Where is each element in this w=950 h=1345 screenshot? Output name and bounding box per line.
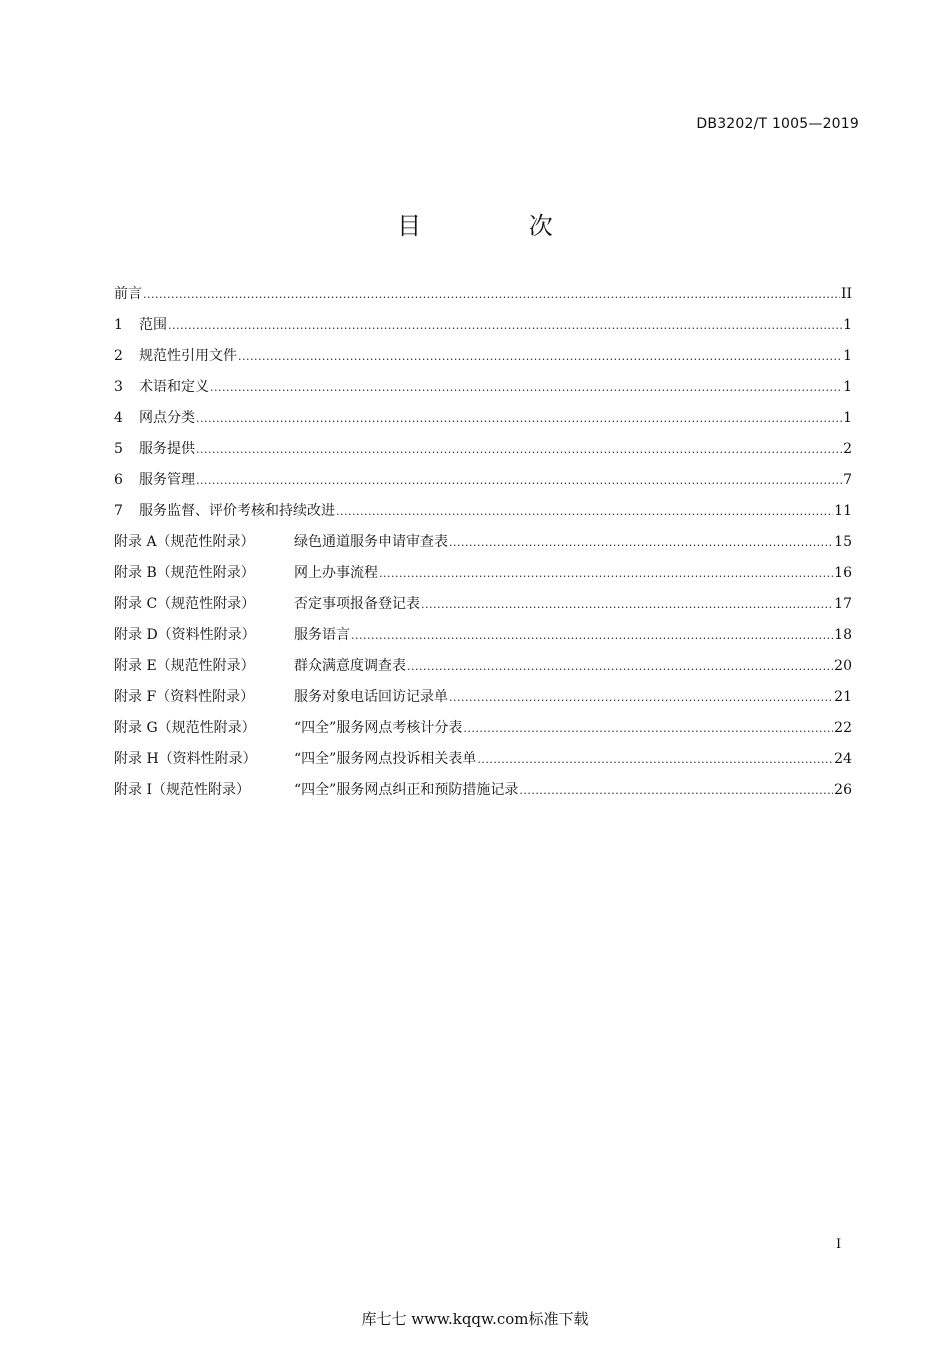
toc-entry-7[interactable] xyxy=(114,500,852,531)
toc-entry-title: 网点分类 xyxy=(139,410,195,426)
toc-entry-appendix-c[interactable] xyxy=(114,593,852,624)
toc-leader-dots xyxy=(379,567,833,580)
toc-entry-title: 群众满意度调查表 xyxy=(294,658,406,674)
toc-leader-dots xyxy=(168,319,842,332)
toc-entry-page: 1 xyxy=(843,379,852,395)
toc-entry-number: 4 xyxy=(114,410,123,426)
toc-entry-appendix-e[interactable] xyxy=(114,655,852,686)
toc-entry-title: 服务对象电话回访记录单 xyxy=(294,689,448,705)
toc-appendix-label: 附录 D（资料性附录） xyxy=(114,627,256,643)
toc-entry-page: 22 xyxy=(834,720,852,736)
toc-leader-dots xyxy=(210,381,842,394)
table-of-contents xyxy=(114,283,852,810)
toc-leader-dots xyxy=(463,722,833,735)
toc-leader-dots xyxy=(421,598,833,611)
toc-leader-dots xyxy=(143,288,840,301)
toc-entry-page: 17 xyxy=(834,596,852,612)
toc-entry-page: 20 xyxy=(834,658,852,674)
toc-entry-page: 11 xyxy=(834,503,852,519)
toc-entry-title: “四全”服务网点纠正和预防措施记录 xyxy=(294,782,519,798)
toc-entry-page: 26 xyxy=(834,782,852,798)
toc-entry-number: 1 xyxy=(114,317,123,333)
toc-leader-dots xyxy=(449,691,833,704)
toc-entry-appendix-b[interactable] xyxy=(114,562,852,593)
toc-entry-2[interactable] xyxy=(114,345,852,376)
page-title: 目 次 xyxy=(397,212,603,240)
toc-entry-appendix-i[interactable] xyxy=(114,779,852,810)
document-code: DB3202/T 1005—2019 xyxy=(696,116,859,132)
toc-entry-3[interactable] xyxy=(114,376,852,407)
toc-entry-title: 规范性引用文件 xyxy=(139,348,237,364)
toc-leader-dots xyxy=(336,505,833,518)
toc-appendix-label: 附录 F（资料性附录） xyxy=(114,689,255,705)
toc-entry-page: 24 xyxy=(834,751,852,767)
toc-entry-appendix-h[interactable] xyxy=(114,748,852,779)
toc-entry-number: 7 xyxy=(114,503,123,519)
toc-appendix-label: 附录 A（规范性附录） xyxy=(114,534,255,550)
toc-entry-appendix-f[interactable] xyxy=(114,686,852,717)
toc-leader-dots xyxy=(196,474,842,487)
toc-entry-appendix-g[interactable] xyxy=(114,717,852,748)
toc-entry-appendix-d[interactable] xyxy=(114,624,852,655)
toc-entry-page: 1 xyxy=(843,317,852,333)
toc-entry-title: 服务管理 xyxy=(139,472,195,488)
toc-entry-page: 16 xyxy=(834,565,852,581)
toc-entry-title: “四全”服务网点投诉相关表单 xyxy=(294,751,477,767)
toc-entry-page: 2 xyxy=(843,441,852,457)
toc-leader-dots xyxy=(519,784,833,797)
toc-entry-1[interactable] xyxy=(114,314,852,345)
toc-entry-title: 服务提供 xyxy=(139,441,195,457)
toc-leader-dots xyxy=(196,443,842,456)
toc-entry-title: 前言 xyxy=(114,286,142,302)
toc-entry-page: 1 xyxy=(843,410,852,426)
toc-leader-dots xyxy=(449,536,833,549)
toc-leader-dots xyxy=(477,753,833,766)
toc-appendix-label: 附录 H（资料性附录） xyxy=(114,751,257,767)
footer-watermark-text: 库七七 www.kqqw.com标准下载 xyxy=(361,1310,589,1328)
toc-leader-dots xyxy=(407,660,833,673)
toc-appendix-label: 附录 G（规范性附录） xyxy=(114,720,256,736)
toc-entry-page: 1 xyxy=(843,348,852,364)
toc-entry-title: 服务语言 xyxy=(294,627,350,643)
toc-entry-title: 否定事项报备登记表 xyxy=(294,596,420,612)
toc-entry-page: 18 xyxy=(834,627,852,643)
toc-entry-foreword[interactable] xyxy=(114,283,852,314)
toc-appendix-label: 附录 E（规范性附录） xyxy=(114,658,255,674)
toc-appendix-label: 附录 I（规范性附录） xyxy=(114,782,250,798)
toc-entry-appendix-a[interactable] xyxy=(114,531,852,562)
toc-entry-page: 21 xyxy=(834,689,852,705)
toc-leader-dots xyxy=(351,629,833,642)
toc-entry-4[interactable] xyxy=(114,407,852,438)
toc-leader-dots xyxy=(238,350,842,363)
toc-entry-number: 6 xyxy=(114,472,123,488)
toc-entry-title: 绿色通道服务申请审查表 xyxy=(294,534,448,550)
page-number: I xyxy=(836,1237,842,1252)
toc-entry-title: 范围 xyxy=(139,317,167,333)
toc-entry-number: 3 xyxy=(114,379,123,395)
toc-entry-5[interactable] xyxy=(114,438,852,469)
toc-entry-page: II xyxy=(840,286,852,302)
toc-entry-title: “四全”服务网点考核计分表 xyxy=(294,720,463,736)
toc-entry-number: 5 xyxy=(114,441,123,457)
toc-entry-page: 15 xyxy=(834,534,852,550)
toc-entry-title: 网上办事流程 xyxy=(294,565,378,581)
toc-appendix-label: 附录 B（规范性附录） xyxy=(114,565,255,581)
toc-entry-page: 7 xyxy=(843,472,852,488)
toc-leader-dots xyxy=(196,412,842,425)
toc-appendix-label: 附录 C（规范性附录） xyxy=(114,596,256,612)
toc-entry-6[interactable] xyxy=(114,469,852,500)
toc-entry-title: 服务监督、评价考核和持续改进 xyxy=(139,503,335,519)
toc-entry-title: 术语和定义 xyxy=(139,379,209,395)
toc-entry-number: 2 xyxy=(114,348,123,364)
